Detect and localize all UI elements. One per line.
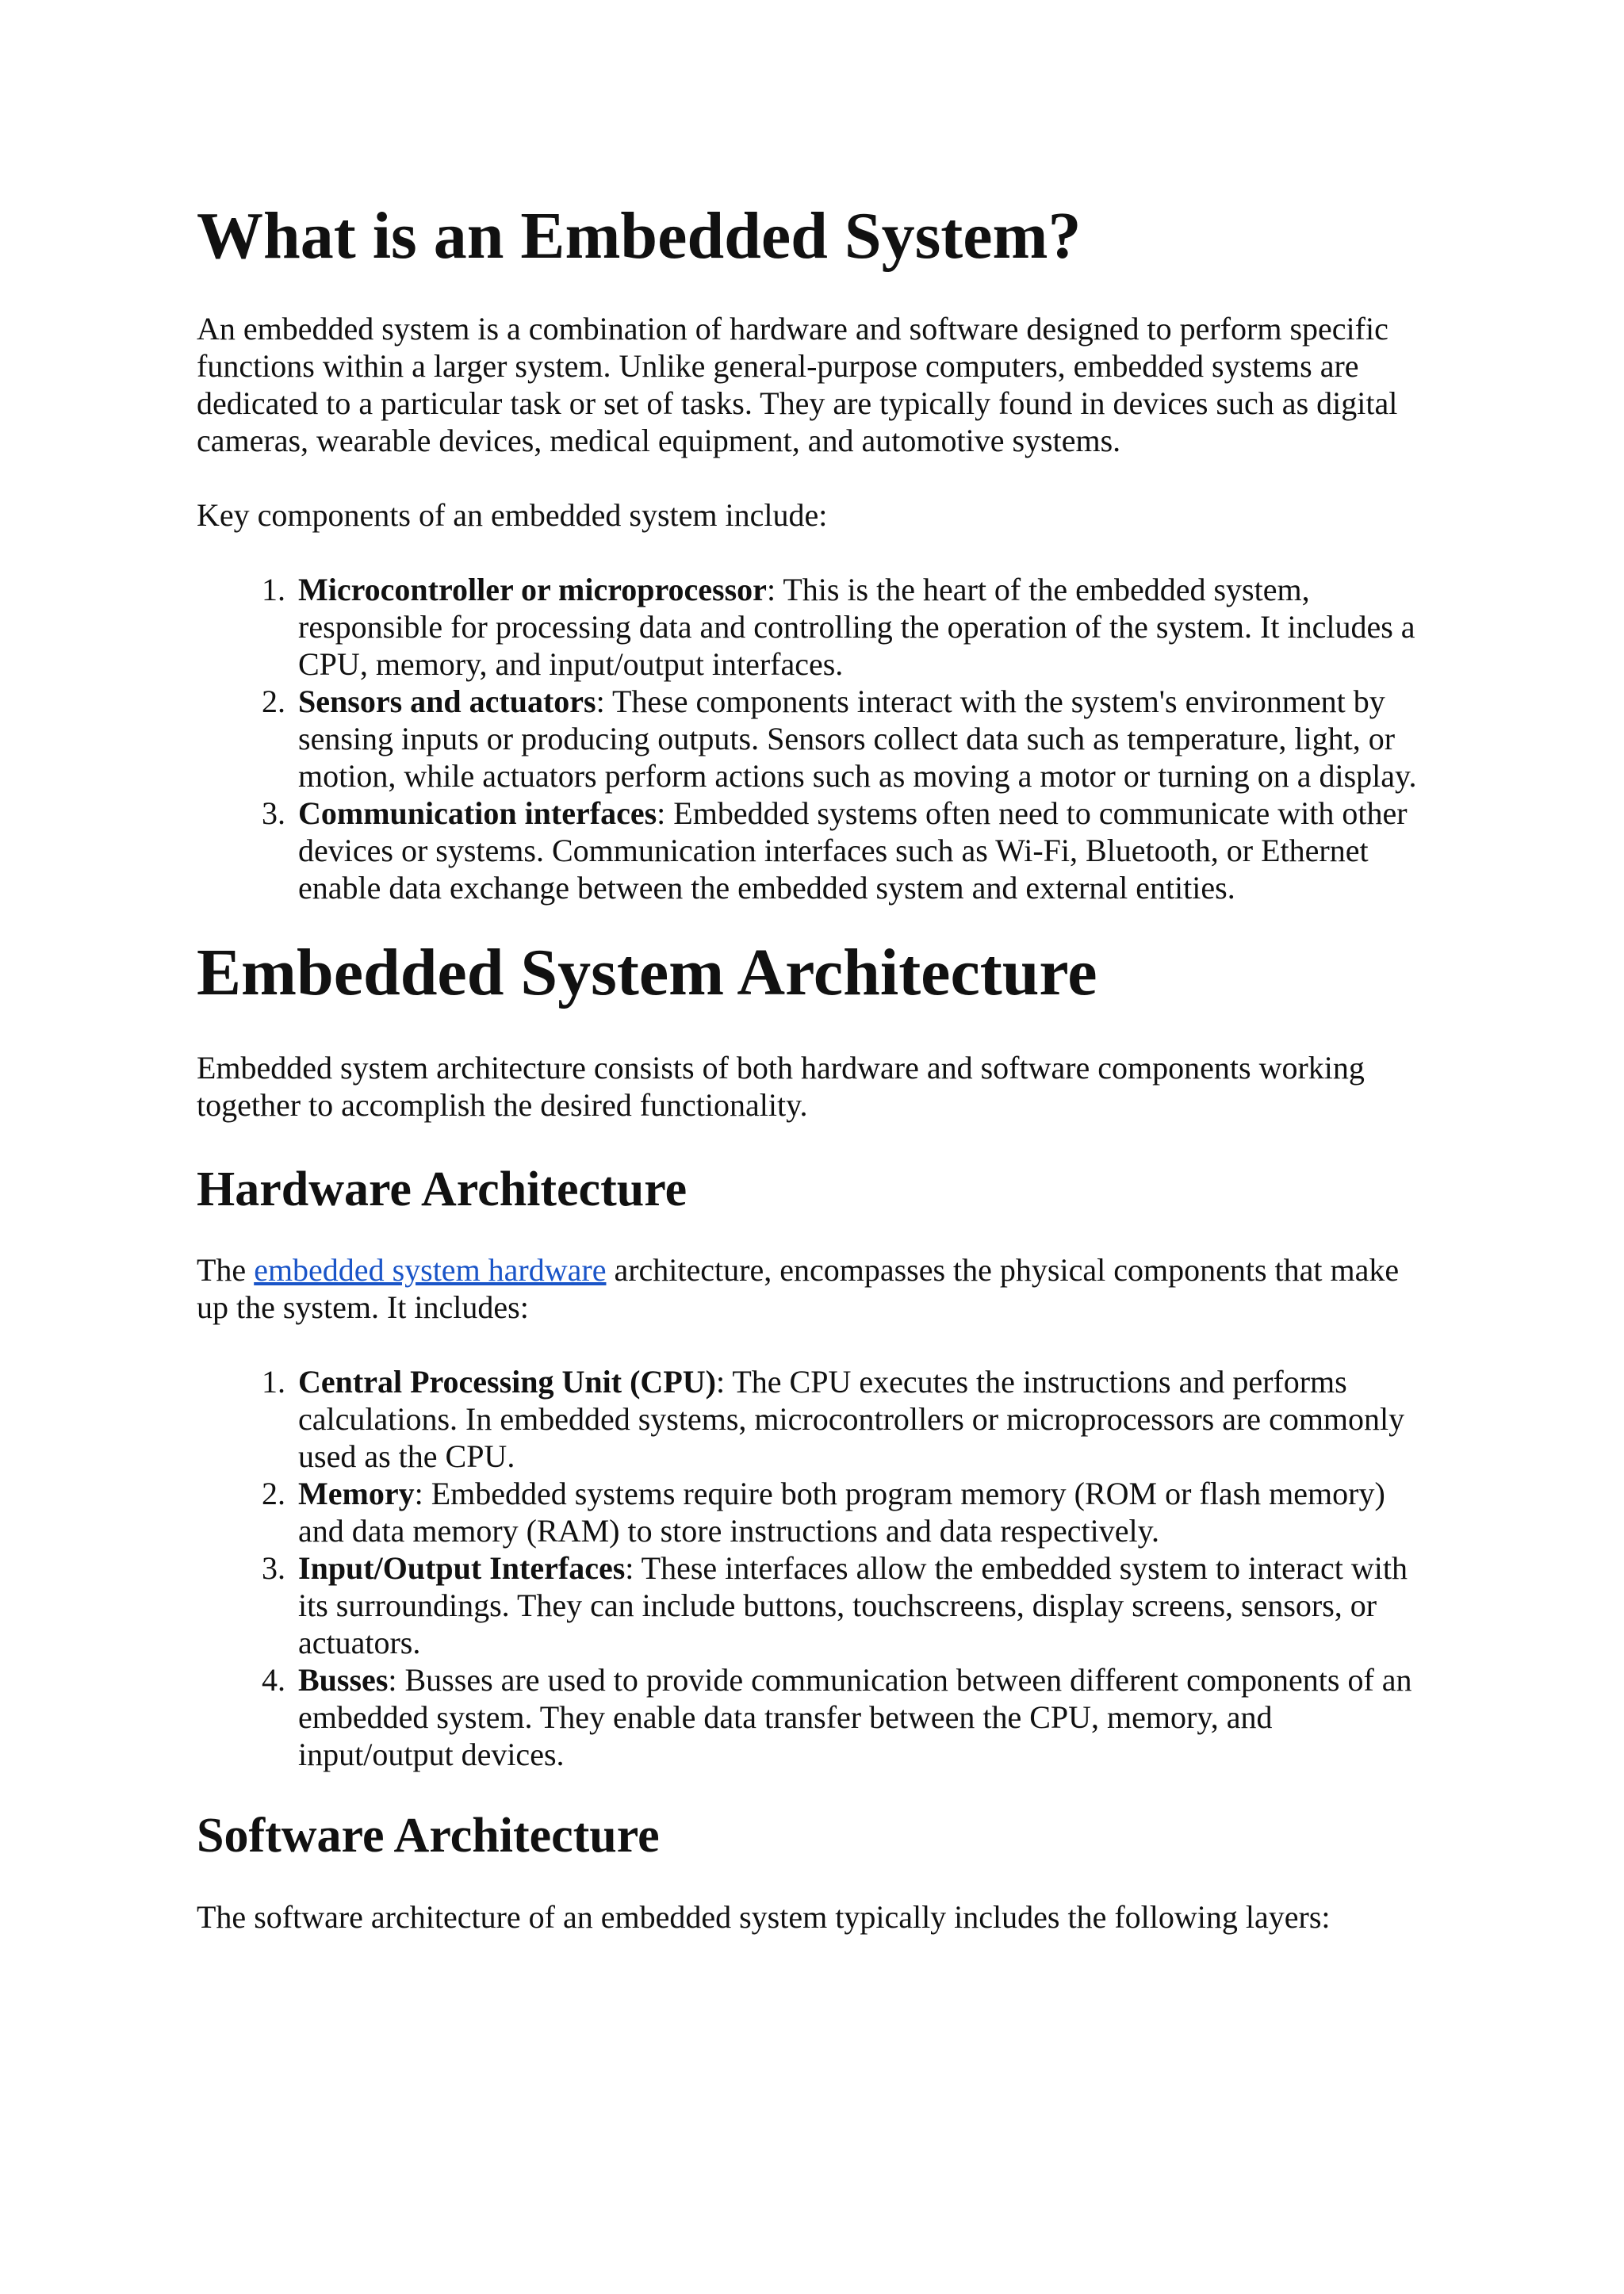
list-item-term: Busses: [298, 1662, 389, 1698]
list-item-busses: [293, 1661, 1434, 1773]
list-item-term: Memory: [298, 1476, 415, 1512]
list-item-communication: [293, 795, 1434, 906]
embedded-system-hardware-link[interactable]: embedded system hardware: [254, 1252, 607, 1289]
list-item-text: : The CPU executes the instructions and performs calculations. In embedded systems, microcontrollers or microprocessors are commonly used as the CPU.: [298, 1364, 1405, 1475]
heading-architecture: Embedded System Architecture: [197, 935, 1097, 1009]
hardware-components-list: [197, 1363, 1434, 1773]
architecture-paragraph: Embedded system architecture consists of both hardware and software components working together to accomplish the desired functionality.: [197, 1050, 1365, 1124]
heading-hardware-architecture: Hardware Architecture: [197, 1162, 688, 1217]
heading-software-architecture: Software Architecture: [197, 1809, 660, 1863]
key-components-list: [197, 571, 1434, 906]
hardware-intro-after: architecture, encompasses the physical components that make up the system. It includes:: [197, 1252, 1400, 1326]
software-paragraph: The software architecture of an embedded system typically includes the following layers:: [197, 1898, 1331, 1935]
intro-paragraph: An embedded system is a combination of hardware and software designed to perform specific functions within a larger system. Unlike general-purpose computers, embedded systems are dedicated to a particular task or set of tasks. They are typically found in devices such as digital cameras, wearable devices, medical equipment, and automotive systems.: [197, 310, 1398, 458]
list-item-term: Input/Output Interfaces: [298, 1550, 626, 1587]
list-item-text: : These components interact with the system's environment by sensing inputs or producing outputs. Sensors collect data such as temperature, light, or motion, while actuators perform actions such as moving a motor or turning on a display.: [298, 683, 1417, 794]
list-item-text: : Busses are used to provide communication between different components of an embedded system. They enable data transfer between the CPU, memory, and input/output devices.: [298, 1662, 1412, 1773]
list-item-term: Communication interfaces: [298, 795, 657, 831]
key-components-intro: Key components of an embedded system include:: [197, 496, 828, 533]
list-item-text: : This is the heart of the embedded system, responsible for processing data and controlling the operation of the system. It includes a CPU, memory, and input/output interfaces.: [298, 571, 1415, 682]
list-item-text: : Embedded systems require both program memory (ROM or flash memory) and data memory (RAM) to store instructions and data respectively.: [298, 1476, 1385, 1549]
list-item-cpu: [293, 1363, 1434, 1475]
list-item-microcontroller: [293, 571, 1434, 683]
hardware-paragraph: [197, 1251, 1434, 1326]
list-item-sensors: [293, 683, 1434, 795]
list-item-term: Microcontroller or microprocessor: [298, 571, 767, 607]
list-item-memory: [293, 1475, 1434, 1549]
hardware-intro-before: The: [197, 1252, 255, 1289]
list-item-text: : These interfaces allow the embedded system to interact with its surroundings. They can include buttons, touchscreens, display screens, sensors, or actuators.: [298, 1550, 1408, 1661]
document-content: [197, 182, 1434, 1936]
list-item-term: Sensors and actuators: [298, 683, 596, 719]
list-item-text: : Embedded systems often need to communicate with other devices or systems. Communication interfaces such as Wi-Fi, Bluetooth, or Ethernet enable data exchange between the embedded system and external entities.: [298, 795, 1408, 906]
list-item-term: Central Processing Unit (CPU): [298, 1364, 716, 1400]
heading-what-is-embedded-system: What is an Embedded System?: [197, 199, 1082, 273]
list-item-io-interfaces: [293, 1549, 1434, 1661]
